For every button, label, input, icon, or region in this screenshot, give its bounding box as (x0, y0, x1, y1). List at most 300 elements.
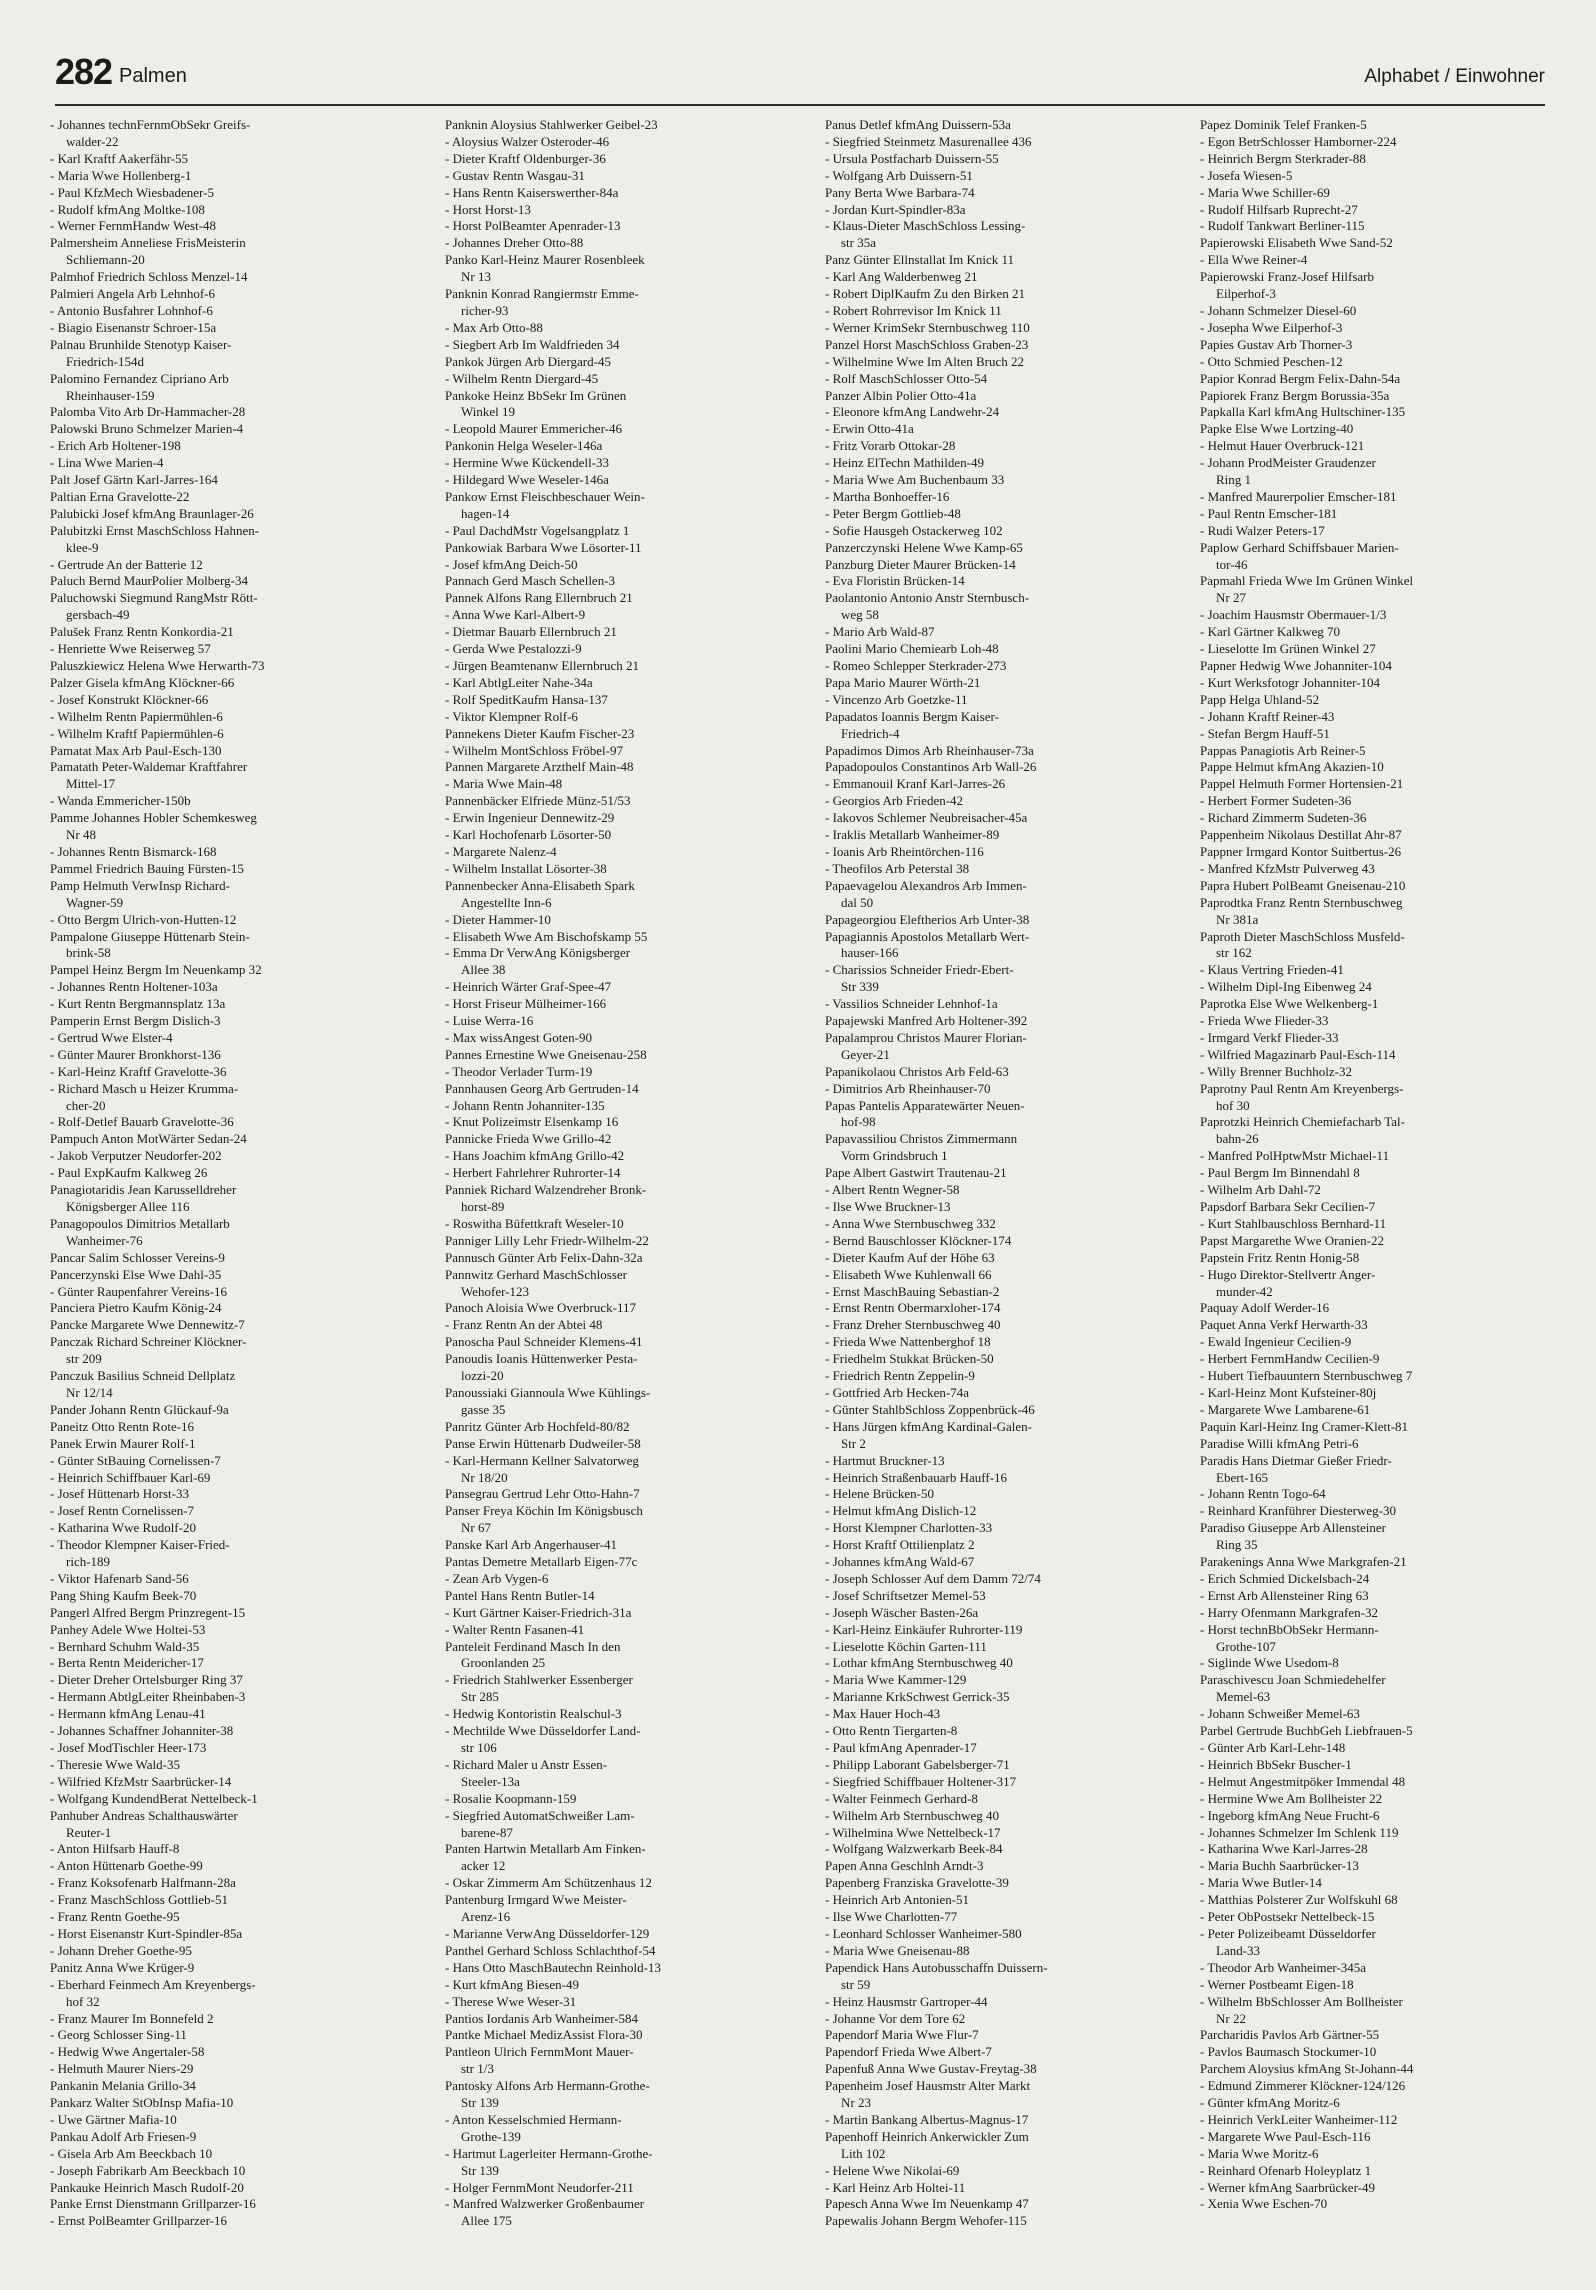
directory-entry-line: Papadimos Dimos Arb Rheinhauser-73a (825, 742, 1034, 758)
directory-entry-line: - Franz Maurer Im Bonnefeld 2 (50, 2010, 214, 2026)
directory-entry-line: - Maria Wwe Butler-14 (1200, 1875, 1322, 1891)
directory-entry-line: - Helene Brücken-50 (825, 1486, 935, 1502)
directory-entry-line: Pancerzynski Else Wwe Dahl-35 (50, 1266, 222, 1282)
directory-entry-line: Geyer-21 (841, 1046, 890, 1062)
directory-entry-line: Papst Margarethe Wwe Oranien-22 (1200, 1232, 1384, 1248)
directory-entry-line: - Max Hauer Hoch-43 (825, 1706, 941, 1722)
directory-entry-line: Palubicki Josef kfmAng Braunlager-26 (50, 505, 254, 521)
directory-entry-line: - Karl-Heinz Einkäufer Ruhrorter-119 (825, 1621, 1023, 1637)
directory-entry-line: Papajewski Manfred Arb Holtener-392 (825, 1013, 1028, 1029)
directory-entry-line: Paprotka Else Wwe Welkenberg-1 (1200, 996, 1379, 1012)
directory-entry-line: - Robert DiplKaufm Zu den Birken 21 (825, 286, 1026, 302)
directory-entry-line: - Hermine Wwe Am Bollheister 22 (1200, 1790, 1383, 1806)
page-number: 282 (55, 51, 113, 92)
directory-entry-line: Eilperhof-3 (1216, 286, 1276, 302)
directory-entry-line: - Frieda Wwe Nattenberghof 18 (825, 1334, 991, 1350)
directory-entry-line: Panthel Gerhard Schloss Schlachthof-54 (445, 1942, 656, 1958)
directory-entry-line: - Fritz Vorarb Ottokar-28 (825, 438, 956, 454)
directory-entry-line: - Heinrich Bergm Sterkrader-88 (1200, 150, 1366, 166)
directory-entry-line: - Paul kfmAng Apenrader-17 (825, 1740, 977, 1755)
directory-entry-line: Nr 13 (461, 269, 491, 285)
directory-entry-line: - Maria Wwe Kammer-129 (825, 1672, 967, 1688)
directory-entry-line: Lith 102 (841, 2145, 886, 2161)
directory-entry-line: - Ernst PolBeamter Grillparzer-16 (50, 2213, 227, 2229)
directory-entry-line: - Richard Maler u Anstr Essen- (445, 1756, 608, 1772)
directory-entry-line: - Paul KfzMech Wiesbadener-5 (50, 184, 214, 200)
directory-entry-line: lozzi-20 (461, 1368, 504, 1384)
directory-entry-line: Pankonin Helga Weseler-146a (445, 438, 603, 454)
directory-entry-line: Panten Hartwin Metallarb Am Finken- (445, 1841, 646, 1857)
directory-entry-line: - Hugo Direktor-Stellvertr Anger- (1200, 1266, 1376, 1282)
directory-entry-line: Pankow Ernst Fleischbeschauer Wein- (445, 488, 645, 504)
directory-entry-line: - Peter Polizeibeamt Düsseldorfer (1200, 1925, 1376, 1941)
directory-entry-line: Paprodtka Franz Rentn Sternbuschweg (1200, 894, 1403, 910)
directory-entry-line: - Georg Schlosser Sing-11 (50, 2027, 187, 2043)
directory-entry-line: Papa Mario Maurer Wörth-21 (825, 674, 981, 690)
directory-entry-line: - Hubert Tiefbauuntern Sternbuschweg 7 (1200, 1368, 1413, 1384)
directory-entry-line: Panzel Horst MaschSchloss Graben-23 (825, 336, 1029, 352)
directory-entry-line: - Herbert Former Sudeten-36 (1200, 793, 1352, 809)
directory-entry-line: - Hans Joachim kfmAng Grillo-42 (445, 1148, 625, 1164)
directory-entry-line: - Franz Rentn An der Abtei 48 (445, 1317, 603, 1333)
directory-entry-line: - Hans Jürgen kfmAng Kardinal-Galen- (825, 1418, 1032, 1434)
directory-entry-line: - Kurt Stahlbauschloss Bernhard-11 (1200, 1215, 1387, 1231)
directory-entry-line: Panzerczynski Helene Wwe Kamp-65 (825, 539, 1023, 555)
directory-entry-line: Pantel Hans Rentn Butler-14 (445, 1587, 595, 1603)
directory-entry-line: - Bernhard Schuhm Wald-35 (50, 1638, 200, 1654)
directory-entry-line: - Friedrich Rentn Zeppelin-9 (825, 1368, 975, 1384)
directory-entry-line: Palzer Gisela kfmAng Klöckner-66 (50, 674, 235, 690)
directory-entry-line: Friedrich-154d (66, 353, 144, 369)
directory-entry-line: - Siegfried AutomatSchweißer Lam- (445, 1807, 635, 1823)
directory-entry-line: - Gottfried Arb Hecken-74a (825, 1384, 970, 1400)
directory-entry-line: - Helmut kfmAng Dislich-12 (825, 1503, 977, 1519)
directory-entry-line: - Johannes kfmAng Wald-67 (825, 1554, 975, 1570)
directory-entry-line: - Rudolf kfmAng Moltke-108 (50, 201, 205, 217)
directory-entry-line: Pappe Helmut kfmAng Akazien-10 (1200, 759, 1384, 775)
directory-entry-line: - Joseph Fabrikarb Am Beeckbach 10 (50, 2162, 246, 2178)
directory-entry-line: - Heinrich BbSekr Buscher-1 (1200, 1756, 1352, 1772)
directory-entry-line: Pamatath Peter-Waldemar Kraftfahrer (50, 759, 248, 775)
directory-entry-line: Pappel Helmuth Former Hortensien-21 (1200, 776, 1404, 792)
directory-entry-line: Nr 381a (1216, 911, 1259, 927)
directory-entry-line: - Knut Polizeimstr Elsenkamp 16 (445, 1114, 619, 1130)
directory-entry-line: Panser Freya Köchin Im Königsbusch (445, 1503, 643, 1519)
directory-entry-line: - Günter kfmAng Moritz-6 (1200, 2095, 1340, 2111)
directory-entry-line: - Vassilios Schneider Lehnhof-1a (825, 996, 998, 1012)
directory-entry-line: - Lina Wwe Marien-4 (50, 455, 164, 471)
header-rule (55, 104, 1545, 106)
directory-entry-line: - Josefa Wiesen-5 (1200, 167, 1293, 183)
directory-entry-line: Pantenburg Irmgard Wwe Meister- (445, 1892, 627, 1908)
directory-entry-line: - Franz Dreher Sternbuschweg 40 (825, 1317, 1001, 1333)
directory-entry-line: Palowski Bruno Schmelzer Marien-4 (50, 421, 244, 437)
directory-entry-line: - Gustav Rentn Wasgau-31 (445, 167, 585, 183)
directory-entry-line: acker 12 (461, 1858, 506, 1874)
directory-entry-line: Pappner Irmgard Kontor Suitbertus-26 (1200, 843, 1402, 859)
directory-entry-line: - Iraklis Metallarb Wanheimer-89 (825, 827, 1000, 843)
directory-entry-line: Papas Pantelis Apparatewärter Neuen- (825, 1097, 1025, 1113)
directory-entry-line: Paradiso Giuseppe Arb Allensteiner (1200, 1520, 1386, 1536)
directory-entry-line: Panske Karl Arb Angerhauser-41 (445, 1537, 617, 1553)
directory-entry-line: - Egon BetrSchlosser Hamborner-224 (1200, 133, 1397, 149)
directory-entry-line: - Johann Dreher Goethe-95 (50, 1942, 192, 1958)
directory-entry-line: - Karl AbtlgLeiter Nahe-34a (445, 674, 593, 690)
directory-entry-line: - Hildegard Wwe Weseler-146a (445, 472, 609, 488)
directory-entry-line: tor-46 (1216, 556, 1248, 572)
directory-entry-line: - Leopold Maurer Emmericher-46 (445, 421, 622, 437)
directory-entry-line: Vorm Grindsbruch 1 (841, 1148, 948, 1164)
directory-entry-line: Panse Erwin Hüttenarb Dudweiler-58 (445, 1435, 641, 1451)
directory-entry-line: - Dimitrios Arb Rheinhauser-70 (825, 1080, 991, 1096)
directory-entry-line: Papenhoff Heinrich Ankerwickler Zum (825, 2128, 1029, 2144)
directory-entry-line: - Emma Dr VerwAng Königsberger (445, 945, 631, 961)
directory-entry-line: str 162 (1216, 945, 1252, 961)
directory-entry-line: - Karl-Heinz Mont Kufsteiner-80j (1200, 1384, 1377, 1400)
directory-entry-line: Papenfuß Anna Wwe Gustav-Freytag-38 (825, 2061, 1037, 2077)
column-1 (50, 117, 402, 2257)
directory-entry-line: Pansegrau Gertrud Lehr Otto-Hahn-7 (445, 1486, 640, 1502)
directory-entry-line: - Josef Rentn Cornelissen-7 (50, 1503, 195, 1519)
directory-entry-line: - Rolf-Detlef Bauarb Gravelotte-36 (50, 1114, 234, 1130)
directory-entry-line: - Anna Wwe Karl-Albert-9 (445, 607, 586, 623)
directory-entry-line: - Johannes Dreher Otto-88 (445, 235, 584, 251)
directory-entry-line: - Peter Bergm Gottlieb-48 (825, 505, 961, 521)
column-2 (445, 117, 797, 2257)
directory-entry-line: - Rolf MaschSchlosser Otto-54 (825, 370, 988, 386)
directory-entry-line: - Anton Kesselschmied Hermann- (445, 2111, 622, 2127)
directory-entry-line: Pantas Demetre Metallarb Eigen-77c (445, 1554, 638, 1570)
directory-entry-line: - Stefan Bergm Hauff-51 (1200, 725, 1330, 741)
directory-entry-line: - Joseph Schlosser Auf dem Damm 72/74 (825, 1570, 1041, 1586)
directory-entry-line: - Karl Heinz Arb Holtei-11 (825, 2179, 966, 2195)
directory-entry-line: - Roswitha Büfettkraft Weseler-10 (445, 1215, 624, 1231)
directory-entry-line: - Hans Rentn Kaiserswerther-84a (445, 184, 619, 200)
directory-entry-line: - Oskar Zimmerm Am Schützenhaus 12 (445, 1875, 652, 1891)
directory-entry-line: Pamatat Max Arb Paul-Esch-130 (50, 742, 222, 758)
directory-entry-line: - Martin Bankang Albertus-Magnus-17 (825, 2111, 1029, 2127)
directory-entry-line: Paluszkiewicz Helena Wwe Herwarth-73 (50, 658, 265, 673)
directory-entry-line: - Dieter Kraftf Oldenburger-36 (445, 150, 606, 166)
directory-entry-line: Steeler-13a (461, 1773, 520, 1789)
directory-entry-line: - Manfred PolHptwMstr Michael-11 (1200, 1148, 1390, 1164)
directory-entry-line: - Ernst MaschBauing Sebastian-2 (825, 1283, 1000, 1299)
directory-entry-line: Pannenbecker Anna-Elisabeth Spark (445, 877, 635, 893)
directory-entry-line: Papierowski Elisabeth Wwe Sand-52 (1200, 235, 1393, 251)
directory-entry-line: Pankowiak Barbara Wwe Lösorter-11 (445, 539, 642, 555)
directory-entry-line: - Rudolf Tankwart Berliner-115 (1200, 218, 1365, 234)
directory-entry-line: Pamme Johannes Hobler Schemkesweg (50, 810, 257, 826)
directory-entry-line: - Dieter Kaufm Auf der Höhe 63 (825, 1249, 995, 1265)
directory-entry-line: horst-89 (461, 1199, 505, 1214)
directory-entry-line: walder-22 (66, 133, 119, 149)
directory-entry-line: - Paul ExpKaufm Kalkweg 26 (50, 1165, 208, 1181)
directory-entry-line: - Erwin Otto-41a (825, 421, 914, 437)
directory-entry-line: - Paul Rentn Emscher-181 (1200, 505, 1338, 521)
page-header (55, 50, 1545, 100)
directory-entry-line: Pankauke Heinrich Masch Rudolf-20 (50, 2179, 244, 2195)
directory-entry-line: - Heinrich Straßenbauarb Hauff-16 (825, 1469, 1008, 1485)
directory-entry-line: - Johannes Schaffner Johanniter-38 (50, 1723, 234, 1739)
directory-entry-line: - Wilhelm Kraftf Papiermühlen-6 (50, 725, 224, 741)
directory-entry-line: - Werner kfmAng Saarbrücker-49 (1200, 2179, 1375, 2195)
directory-entry-line: - Erich Schmied Dickelsbach-24 (1200, 1570, 1370, 1586)
directory-entry-line: str 209 (66, 1351, 102, 1367)
directory-entry-line: Papadopoulos Constantinos Arb Wall-26 (825, 759, 1037, 775)
directory-entry-line: - Henriette Wwe Reiserweg 57 (50, 641, 211, 657)
directory-entry-line: Paradise Willi kfmAng Petri-6 (1200, 1435, 1359, 1451)
directory-entry-line: - Aloysius Walzer Osteroder-46 (445, 133, 610, 149)
directory-entry-line: - Hermann AbtlgLeiter Rheinbaben-3 (50, 1689, 246, 1705)
running-head: Palmen (119, 65, 187, 87)
directory-entry-line: - Lieselotte Im Grünen Winkel 27 (1200, 641, 1376, 657)
directory-entry-line: - Rudolf Hilfsarb Ruprecht-27 (1200, 201, 1358, 217)
directory-entry-line: - Ioanis Arb Rheintörchen-116 (825, 843, 984, 859)
directory-entry-line: Paplow Gerhard Schiffsbauer Marien- (1200, 539, 1399, 555)
directory-entry-line: Nr 23 (841, 2095, 871, 2111)
directory-entry-line: Pannekens Dieter Kaufm Fischer-23 (445, 725, 635, 741)
directory-entry-line: Ebert-165 (1216, 1469, 1268, 1485)
directory-entry-line: - Werner FernmHandw West-48 (50, 218, 217, 234)
directory-entry-line: - Heinrich Schiffbauer Karl-69 (50, 1469, 211, 1485)
directory-entry-line: - Irmgard Verkf Flieder-33 (1200, 1029, 1339, 1045)
directory-entry-line: Pankok Jürgen Arb Diergard-45 (445, 353, 611, 369)
directory-entry-line: str 35a (841, 235, 877, 251)
directory-entry-line: Pamp Helmuth VerwInsp Richard- (50, 877, 230, 893)
directory-entry-line: - Theresie Wwe Wald-35 (50, 1756, 180, 1772)
directory-entry-line: - Horst Friseur Mülheimer-166 (445, 996, 607, 1012)
directory-entry-line: Paradis Hans Dietmar Gießer Friedr- (1200, 1452, 1392, 1468)
directory-entry-line: Allee 175 (461, 2213, 512, 2229)
directory-entry-line: Paltian Erna Gravelotte-22 (50, 488, 190, 504)
directory-entry-line: - Josef ModTischler Heer-173 (50, 1740, 207, 1755)
directory-entry-line: - Wilhelm Installat Lösorter-38 (445, 860, 607, 876)
directory-entry-line: Panknin Konrad Rangiermstr Emme- (445, 286, 639, 302)
directory-entry-line: - Max Arb Otto-88 (445, 319, 543, 335)
directory-entry-line: Papageorgiou Eleftherios Arb Unter-38 (825, 911, 1030, 927)
directory-entry-line: - Josepha Wwe Eilperhof-3 (1200, 319, 1343, 335)
directory-entry-line: Groonlanden 25 (461, 1655, 546, 1671)
directory-entry-line: Panknin Aloysius Stahlwerker Geibel-23 (445, 117, 658, 132)
directory-entry-line: - Richard Zimmerm Sudeten-36 (1200, 810, 1367, 826)
directory-entry-line: brink-58 (66, 945, 111, 961)
directory-entry-line: - Erwin Ingenieur Dennewitz-29 (445, 810, 615, 826)
directory-entry-line: Pantios Iordanis Arb Wanheimer-584 (445, 2010, 639, 2026)
directory-entry-line: Grothe-139 (461, 2128, 521, 2144)
directory-entry-line: - Josef Schriftsetzer Memel-53 (825, 1587, 986, 1603)
directory-entry-line: Panz Günter Ellnstallat Im Knick 11 (825, 252, 1015, 268)
directory-entry-line: Pankoke Heinz BbSekr Im Grünen (445, 387, 627, 403)
directory-entry-line: Panhuber Andreas Schalthauswärter (50, 1807, 238, 1823)
directory-entry-line: - Friedrich Stahlwerker Essenberger (445, 1672, 633, 1688)
directory-entry-line: - Günter Raupenfahrer Vereins-16 (50, 1283, 227, 1299)
directory-entry-line: Papavassiliou Christos Zimmermann (825, 1131, 1018, 1147)
directory-entry-line: - Frieda Wwe Flieder-33 (1200, 1013, 1329, 1029)
directory-entry-line: gersbach-49 (66, 607, 130, 623)
directory-entry-line: - Franz Rentn Goethe-95 (50, 1909, 180, 1925)
directory-entry-line: Panniger Lilly Lehr Friedr-Wilhelm-22 (445, 1232, 649, 1248)
directory-entry-line: - Martha Bonhoeffer-16 (825, 488, 950, 504)
directory-entry-line: - Hedwig Wwe Angertaler-58 (50, 2044, 205, 2060)
directory-entry-line: - Margarete Wwe Lambarene-61 (1200, 1401, 1371, 1417)
directory-entry-line: Paprotzki Heinrich Chemiefacharb Tal- (1200, 1114, 1405, 1130)
directory-entry-line: Parcharidis Pavlos Arb Gärtner-55 (1200, 2027, 1380, 2043)
directory-entry-line: Papendick Hans Autobusschaffn Duissern- (825, 1959, 1048, 1975)
directory-entry-line: Wehofer-123 (461, 1283, 529, 1299)
directory-entry-line: Ring 35 (1216, 1537, 1258, 1553)
directory-entry-line: Pancke Margarete Wwe Dennewitz-7 (50, 1317, 245, 1333)
directory-entry-line: - Johannes Rentn Bismarck-168 (50, 843, 217, 859)
directory-entry-line: - Ursula Postfacharb Duissern-55 (825, 150, 999, 166)
directory-entry-line: Panczak Richard Schreiner Klöckner- (50, 1334, 247, 1350)
directory-entry-line: Papenberg Franziska Gravelotte-39 (825, 1875, 1009, 1891)
directory-entry-line: Pannen Margarete Arzthelf Main-48 (445, 759, 634, 775)
directory-entry-line: - Mario Arb Wald-87 (825, 624, 935, 640)
directory-entry-line: Pampalone Giuseppe Hüttenarb Stein- (50, 928, 250, 944)
directory-entry-line: Papanikolaou Christos Arb Feld-63 (825, 1063, 1009, 1079)
directory-entry-line: Str 2 (841, 1435, 866, 1451)
directory-entry-line: - Margarete Nalenz-4 (445, 843, 557, 859)
directory-entry-line: Memel-63 (1216, 1689, 1271, 1705)
directory-entry-line: - Heinrich Wärter Graf-Spee-47 (445, 979, 612, 995)
directory-entry-line: Panke Ernst Dienstmann Grillparzer-16 (50, 2196, 256, 2212)
directory-entry-line: - Paul Bergm Im Binnendahl 8 (1200, 1165, 1360, 1181)
directory-entry-line: - Theofilos Arb Peterstal 38 (825, 860, 970, 876)
directory-entry-line: - Eberhard Feinmech Am Kreyenbergs- (50, 1976, 256, 1992)
directory-entry-line: - Hermine Wwe Kückendell-33 (445, 455, 610, 471)
directory-entry-line: Pankarz Walter StObInsp Mafia-10 (50, 2095, 234, 2111)
directory-entry-line: - Wilhelm Arb Dahl-72 (1200, 1182, 1321, 1198)
directory-entry-line: Papra Hubert PolBeamt Gneisenau-210 (1200, 877, 1406, 893)
directory-entry-line: - Eva Floristin Brücken-14 (825, 573, 965, 589)
directory-entry-line: - Hedwig Kontoristin Realschul-3 (445, 1706, 622, 1722)
directory-entry-line: Angestellte Inn-6 (461, 894, 552, 910)
directory-entry-line: Wanheimer-76 (66, 1232, 143, 1248)
directory-entry-line: - Karl Ang Walderbenweg 21 (825, 269, 978, 285)
directory-entry-line: - Theodor Verlader Turm-19 (445, 1063, 593, 1079)
directory-entry-line: - Herbert FernmHandw Cecilien-9 (1200, 1351, 1380, 1367)
directory-entry-line: - Rolf SpeditKaufm Hansa-137 (445, 691, 608, 707)
directory-entry-line: - Horst Klempner Charlotten-33 (825, 1520, 993, 1536)
directory-entry-line: Papstein Fritz Rentn Honig-58 (1200, 1249, 1360, 1265)
directory-entry-line: - Viktor Hafenarb Sand-56 (50, 1570, 189, 1586)
directory-entry-line: - Uwe Gärtner Mafia-10 (50, 2111, 177, 2127)
directory-entry-line: - Hans Otto MaschBautechn Reinhold-13 (445, 1959, 661, 1975)
directory-entry-line: Paproth Dieter MaschSchloss Musfeld- (1200, 928, 1405, 944)
directory-entry-line: Parakenings Anna Wwe Markgrafen-21 (1200, 1554, 1407, 1570)
directory-entry-line: Papiorek Franz Bergm Borussia-35a (1200, 387, 1390, 403)
directory-entry-line: - Johannes Schmelzer Im Schlenk 119 (1200, 1824, 1399, 1840)
directory-entry-line: Palmersheim Anneliese FrisMeisterin (50, 235, 246, 251)
directory-entry-line: - Johann Schmelzer Diesel-60 (1200, 302, 1357, 318)
directory-entry-line: Panagiotaridis Jean Karusselldreher (50, 1182, 237, 1198)
directory-entry-line: Palušek Franz Rentn Konkordia-21 (50, 624, 234, 640)
directory-entry-line: Str 285 (461, 1689, 499, 1705)
directory-entry-line: hof 30 (1216, 1097, 1250, 1113)
directory-entry-line: - Klaus-Dieter MaschSchloss Lessing- (825, 218, 1026, 234)
directory-entry-line: dal 50 (841, 894, 874, 910)
directory-entry-line: Pang Shing Kaufm Beek-70 (50, 1587, 197, 1603)
directory-entry-line: - Maria Wwe Am Buchenbaum 33 (825, 472, 1005, 488)
directory-entry-line: hof 32 (66, 1993, 100, 2009)
directory-entry-line: - Günter StahlbSchloss Zoppenbrück-46 (825, 1401, 1035, 1417)
directory-entry-line: Panoch Aloisia Wwe Overbruck-117 (445, 1300, 636, 1316)
directory-entry-line: - Joseph Wäscher Basten-26a (825, 1604, 979, 1620)
directory-entry-line: - Dieter Hammer-10 (445, 911, 551, 927)
directory-entry-line: - Wilhelmina Wwe Nettelbeck-17 (825, 1824, 1001, 1840)
directory-entry-line: - Marianne VerwAng Düsseldorfer-129 (445, 1925, 650, 1941)
directory-entry-line: - Gertrud Wwe Elster-4 (50, 1029, 173, 1045)
directory-entry-line: - Anton Hilfsarb Hauff-8 (50, 1841, 180, 1857)
directory-entry-line: - Reinhard Kranführer Diesterweg-30 (1200, 1503, 1397, 1519)
directory-entry-line: str 59 (841, 1976, 871, 1992)
directory-entry-line: - Kurt Gärtner Kaiser-Friedrich-31a (445, 1604, 632, 1620)
directory-entry-line: Panoudis Ioanis Hüttenwerker Pesta- (445, 1351, 638, 1367)
directory-entry-line: Panteleit Ferdinand Masch In den (445, 1638, 621, 1654)
directory-entry-line: Panritz Günter Arb Hochfeld-80/82 (445, 1418, 630, 1434)
directory-entry-line: - Gisela Arb Am Beeckbach 10 (50, 2145, 213, 2161)
directory-entry-line: Arenz-16 (461, 1909, 511, 1925)
directory-entry-line: Pankau Adolf Arb Friesen-9 (50, 2128, 197, 2144)
directory-entry-line: Königsberger Allee 116 (66, 1199, 190, 1214)
section-title: Alphabet / Einwohner (1364, 66, 1545, 87)
directory-entry-line: - Horst Horst-13 (445, 201, 531, 217)
directory-entry-line: Nr 18/20 (461, 1469, 508, 1485)
directory-entry-line: - Siegfried Schiffbauer Holtener-317 (825, 1773, 1017, 1789)
directory-entry-line: Papp Helga Uhland-52 (1200, 691, 1320, 707)
directory-entry-line: - Johann Schweißer Memel-63 (1200, 1706, 1360, 1722)
directory-entry-line: Parbel Gertrude BuchbGeh Liebfrauen-5 (1200, 1723, 1413, 1739)
directory-entry-line: - Hartmut Lagerleiter Hermann-Grothe- (445, 2145, 653, 2161)
directory-entry-line: Pampel Heinz Bergm Im Neuenkamp 32 (50, 962, 262, 978)
directory-entry-line: - Reinhard Ofenarb Holeyplatz 1 (1200, 2162, 1372, 2178)
directory-entry-line: Palnau Brunhilde Stenotyp Kaiser- (50, 336, 232, 352)
directory-entry-line: cher-20 (66, 1097, 106, 1113)
directory-entry-line: Pannwitz Gerhard MaschSchlosser (445, 1266, 627, 1282)
directory-entry-line: Paolini Mario Chemiearb Loh-48 (825, 641, 999, 657)
directory-entry-line: - Georgios Arb Frieden-42 (825, 793, 964, 809)
directory-entry-line: - Johann ProdMeister Graudenzer (1200, 455, 1376, 471)
directory-entry-line: gasse 35 (461, 1401, 506, 1417)
directory-entry-line: Papez Dominik Telef Franken-5 (1200, 117, 1367, 132)
directory-entry-line: - Anna Wwe Sternbuschweg 332 (825, 1215, 996, 1231)
directory-entry-line: - Walter Feinmech Gerhard-8 (825, 1790, 978, 1806)
directory-entry-line: - Harry Ofenmann Markgrafen-32 (1200, 1604, 1378, 1620)
directory-entry-line: Papalamprou Christos Maurer Florian- (825, 1029, 1027, 1045)
column-3 (825, 117, 1177, 2257)
directory-entry-line: Land-33 (1216, 1942, 1261, 1958)
directory-entry-line: - Helene Wwe Nikolai-69 (825, 2162, 960, 2178)
directory-entry-line: - Karl-Hermann Kellner Salvatorweg (445, 1452, 639, 1468)
directory-entry-line: - Heinrich Arb Antonien-51 (825, 1892, 970, 1908)
directory-entry-line: - Biagio Eisenanstr Schroer-15a (50, 319, 217, 335)
directory-entry-line: - Charissios Schneider Friedr-Ebert- (825, 962, 1014, 978)
directory-entry-line: Paquin Karl-Heinz Ing Cramer-Klett-81 (1200, 1418, 1409, 1434)
directory-entry-line: - Wilfried Magazinarb Paul-Esch-114 (1200, 1046, 1396, 1062)
directory-entry-line: Papsdorf Barbara Sekr Cecilien-7 (1200, 1199, 1376, 1214)
directory-entry-line: - Erich Arb Holtener-198 (50, 438, 181, 454)
directory-entry-line: Pappenheim Nikolaus Destillat Ahr-87 (1200, 827, 1402, 843)
directory-entry-line: Pannek Alfons Rang Ellernbruch 21 (445, 590, 633, 606)
directory-entry-line: Pancar Salim Schlosser Vereins-9 (50, 1249, 225, 1265)
directory-entry-line: - Holger FernmMont Neudorfer-211 (445, 2179, 634, 2195)
directory-entry-line: str 106 (461, 1740, 497, 1755)
directory-entry-line: - Helmut Angestmitpöker Immendal 48 (1200, 1773, 1406, 1789)
directory-entry-line: Pantosky Alfons Arb Hermann-Grothe- (445, 2078, 650, 2094)
directory-entry-line: - Rudi Walzer Peters-17 (1200, 522, 1325, 538)
directory-entry-line: - Otto Schmied Peschen-12 (1200, 353, 1343, 369)
directory-entry-line: - Leonhard Schlosser Wanheimer-580 (825, 1925, 1022, 1941)
